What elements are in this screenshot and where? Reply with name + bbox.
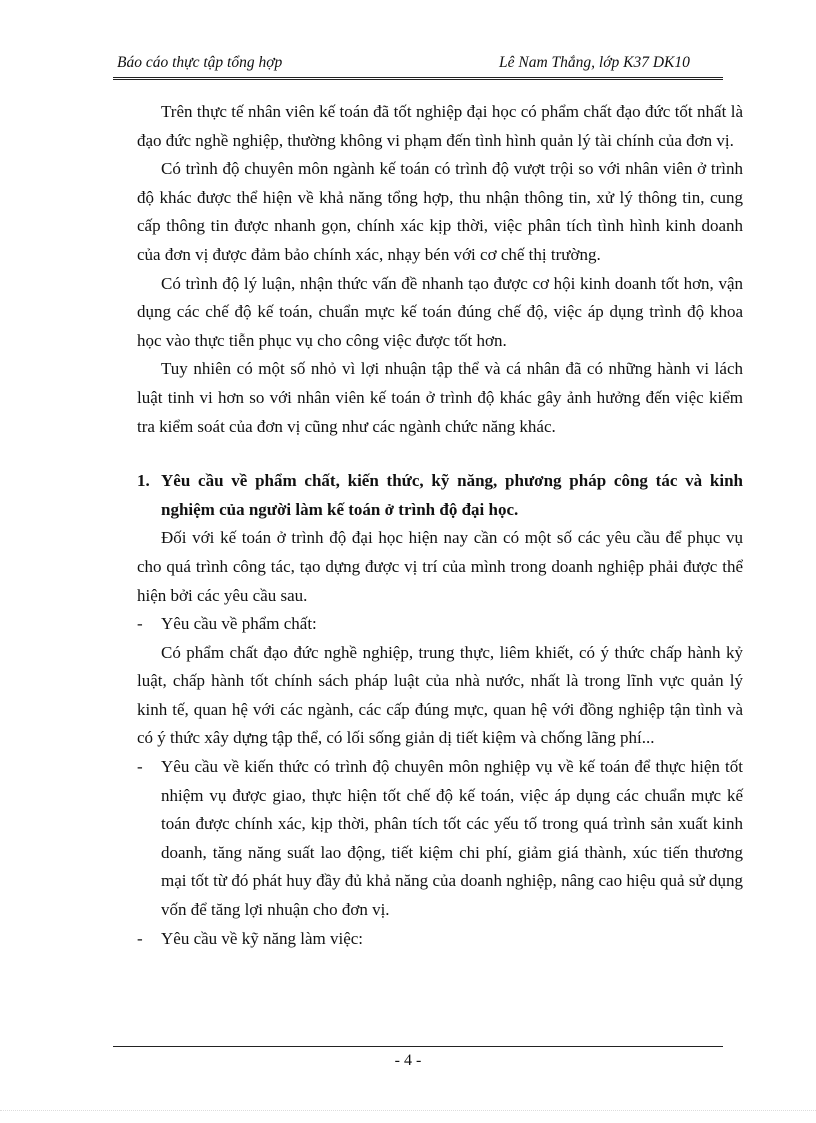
header-author: Lê Nam Thắng, lớp K37 DK10 <box>499 54 690 71</box>
list-item-quality-text: Yêu cầu về phẩm chất: <box>161 614 317 634</box>
paragraph-however: Tuy nhiên có một số nhỏ vì lợi nhuận tập thể và cá nhân đã có những hành vi lách luật tinh vi hơn so với nhân viên kế toán ở trình độ khác gây ảnh hưởng đến việc kiểm tra kiểm soát của đơn vị cũng như các ngành chức năng khác. <box>137 359 743 436</box>
paragraph-professional-skills: Có trình độ chuyên môn ngành kế toán có trình độ vượt trội so với nhân viên ở trình độ khác được thể hiện về khả năng tổng hợp, thu nhận thông tin, xử lý thông tin, cung cấp thông tin được nhanh gọn, chính xác kịp thời, việc phân tích tình hình kinh doanh của đơn vị được đảm bảo chính xác, nhạy bén với cơ chế thị trường. <box>137 159 743 264</box>
list-item-skills-text: Yêu cầu về kỹ năng làm việc: <box>161 928 364 948</box>
list-item-skills <box>137 925 743 954</box>
footer-rule <box>113 1046 723 1047</box>
header-report-title: Báo cáo thực tập tổng hợp <box>117 54 283 71</box>
page-edge <box>0 1110 816 1111</box>
section-heading <box>137 467 743 524</box>
paragraph-graduate-ethics: Trên thực tế nhân viên kế toán đã tốt nghiệp đại học có phẩm chất đạo đức tốt nhất là đạo đức nghề nghiệp, thường không vi phạm đến tình hình quản lý tài chính của đơn vị. <box>137 102 743 150</box>
paragraph-quality-details: Có phẩm chất đạo đức nghề nghiệp, trung thực, liêm khiết, có ý thức chấp hành kỷ luật, chấp hành tốt chính sách pháp luật của nhà nước, nhất là trong lĩnh vực quản lý kinh tế, quan hệ với các ngành, các cấp đúng mực, quan hệ với đồng nghiệp tận tình và có ý thức xây dựng tập thể, có lối sống giản dị tiết kiệm và chống lãng phí... <box>137 642 743 748</box>
list-item-knowledge <box>137 753 743 925</box>
header-rule <box>113 77 723 80</box>
paragraph-section-intro: Đối với kế toán ở trình độ đại học hiện nay cần có một số các yêu cầu để phục vụ cho quá trình công tác, tạo dựng được vị trí của mình trong doanh nghiệp phải được thể hiện bởi các yêu cầu sau. <box>137 528 743 605</box>
list-dash: - <box>137 614 143 634</box>
section-title: Yêu cầu về phẩm chất, kiến thức, kỹ năng, phương pháp công tác và kinh nghiệm của người làm kế toán ở trình độ đại học. <box>161 471 743 519</box>
document-body <box>137 98 743 953</box>
page-number: - 4 - <box>394 1052 422 1069</box>
list-item-quality <box>137 610 743 639</box>
list-item-knowledge-text: Yêu cầu về kiến thức có trình độ chuyên môn nghiệp vụ về kế toán để thực hiện tốt nhiệm vụ được giao, thực hiện tốt chế độ kế toán, việc áp dụng các chuẩn mực kế toán được chính xác, kịp thời, phân tích tốt các yếu tố trong quá trình sản xuất kinh doanh, tăng năng suất lao động, tiết kiệm chi phí, giảm giá thành, xúc tiến thương mại tốt từ đó phát huy đầy đủ khả năng của doanh nghiệp, nâng cao hiệu quả sử dụng vốn để tăng lợi nhuận cho đơn vị. <box>161 757 743 920</box>
section-number: 1. <box>137 471 150 491</box>
page-header <box>113 52 723 76</box>
list-dash: - <box>137 757 143 777</box>
paragraph-theory-level: Có trình độ lý luận, nhận thức vấn đề nhanh tạo được cơ hội kinh doanh tốt hơn, vận dụng các chế độ kế toán, chuẩn mực kế toán đúng chế độ, việc áp dụng trình độ khoa học vào thực tiễn phục vụ cho công việc được tốt hơn. <box>137 273 743 350</box>
list-dash: - <box>137 928 143 948</box>
